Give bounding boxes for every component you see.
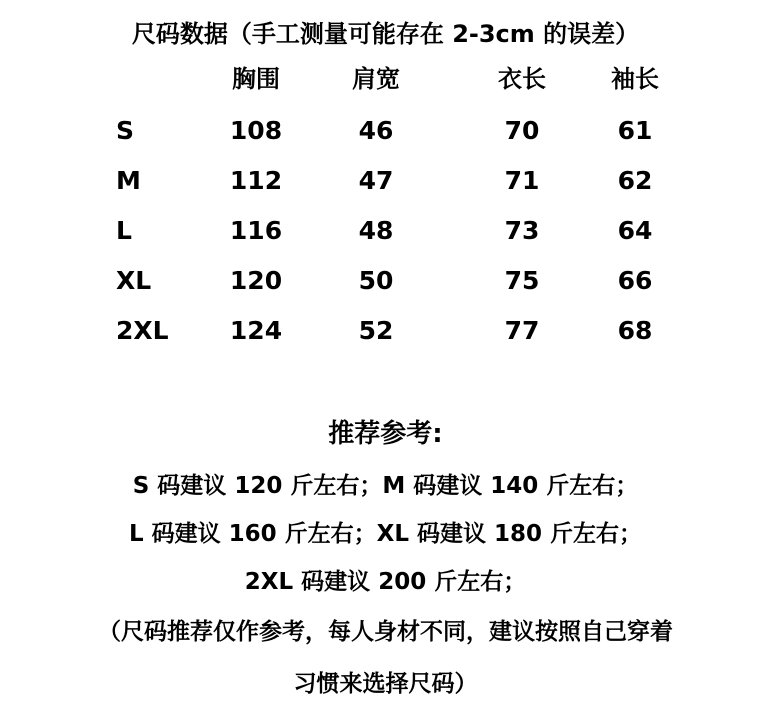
header-shoulder: 肩宽 <box>352 65 400 93</box>
table-cell-chest: 112 <box>229 166 283 195</box>
header-chest: 胸围 <box>232 65 280 93</box>
table-cell-chest: 108 <box>229 116 283 145</box>
table-cell-chest: 116 <box>229 216 283 245</box>
table-cell-length: 77 <box>504 316 540 345</box>
header-sleeve: 袖长 <box>611 65 659 93</box>
table-cell-shoulder: 47 <box>358 166 394 195</box>
table-row-size: 2XL <box>116 316 169 345</box>
header-length: 衣长 <box>498 65 546 93</box>
recommendation-line: S 码建议 120 斤左右；M 码建议 140 斤左右； <box>132 473 639 499</box>
table-cell-sleeve: 62 <box>617 166 653 195</box>
table-cell-chest: 120 <box>229 266 283 295</box>
table-cell-sleeve: 68 <box>617 316 653 345</box>
table-cell-length: 71 <box>504 166 540 195</box>
table-cell-shoulder: 50 <box>358 266 394 295</box>
table-cell-chest: 124 <box>229 316 283 345</box>
table-cell-length: 73 <box>504 216 540 245</box>
recommendation-note-line: 习惯来选择尺码） <box>293 671 478 697</box>
table-row-size: XL <box>116 266 152 295</box>
table-row-size: M <box>116 166 141 195</box>
table-cell-length: 70 <box>504 116 540 145</box>
table-cell-sleeve: 66 <box>617 266 653 295</box>
recommendation-section <box>0 418 771 710</box>
table-cell-shoulder: 46 <box>358 116 394 145</box>
table-cell-length: 75 <box>504 266 540 295</box>
table-cell-shoulder: 52 <box>358 316 394 345</box>
table-row-size: S <box>116 116 135 145</box>
table-cell-shoulder: 48 <box>358 216 394 245</box>
table-row-size: L <box>116 216 132 245</box>
recommendation-line: L 码建议 160 斤左右；XL 码建议 180 斤左右； <box>128 521 643 547</box>
recommendation-line: 2XL 码建议 200 斤左右； <box>244 569 527 595</box>
table-cell-sleeve: 64 <box>617 216 653 245</box>
table-cell-sleeve: 61 <box>617 116 653 145</box>
recommendation-note-line: （尺码推荐仅作参考，每人身材不同，建议按照自己穿着 <box>98 619 673 645</box>
recommendation-title: 推荐参考: <box>328 419 443 449</box>
page-title: 尺码数据（手工测量可能存在 2-3cm 的误差） <box>131 20 640 48</box>
